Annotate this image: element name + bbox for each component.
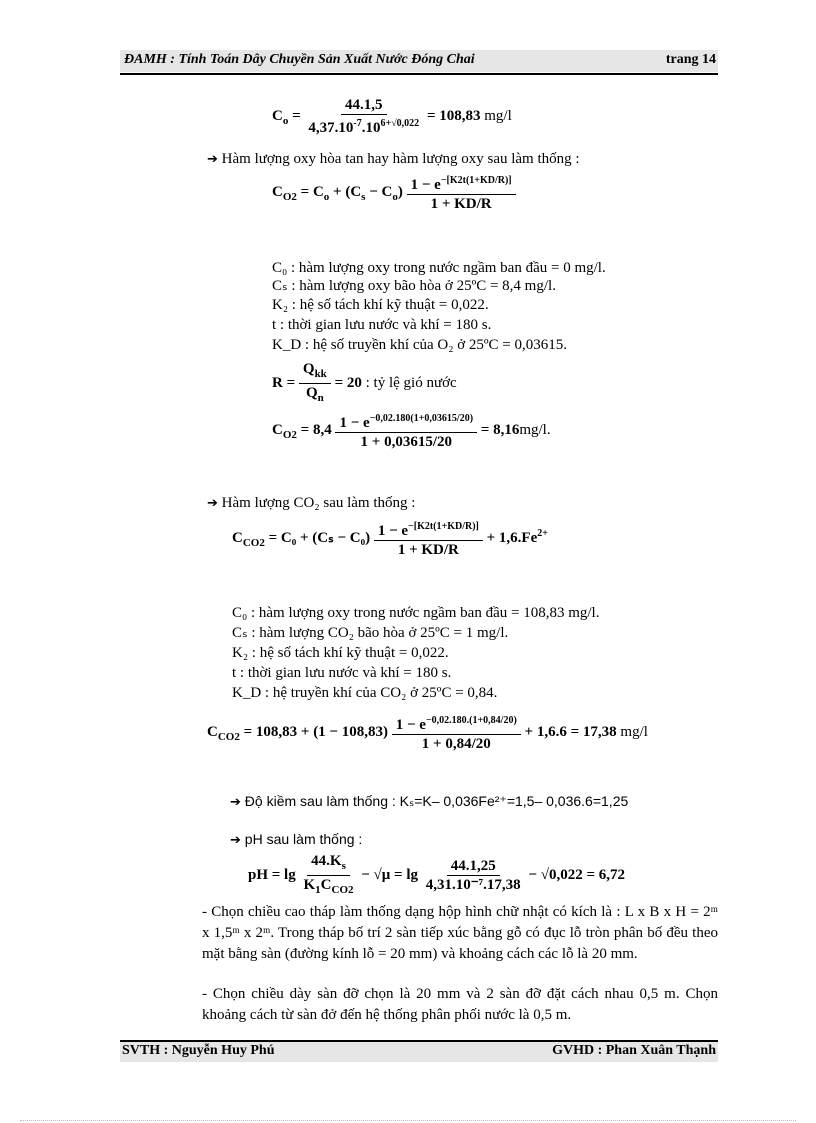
- student-name: SVTH : Nguyễn Huy Phú: [122, 1043, 275, 1058]
- ph-heading: ➔ pH sau làm thống :: [230, 831, 363, 848]
- oxy-heading: ➔ Hàm lượng oxy hòa tan hay hàm lượng oxy sau làm thống :: [207, 151, 580, 167]
- eq2-fraction: $\frac{1 - e^{-[K2t(1+KD/R)]}}{1 + KD/R}$: [407, 172, 516, 213]
- equation-c0: $C_o$ = $\frac{44.1,5}{4,37.10^{-7}.10^{6+√0,022}}$ = 108,83 mg/l: [272, 97, 512, 136]
- def1-3: t : thời gian lưu nước và khí = 180 s.: [272, 317, 492, 333]
- eq1-result: = 108,83: [426, 107, 481, 124]
- header-rule: [120, 73, 718, 75]
- eq1-denominator: $4,37.10^{-7}.10^{6+√0,022}$: [308, 118, 420, 136]
- def2-0: C₀ : hàm lượng oxy trong nước ngầm ban đầu = 108,83 mg/l.: [232, 605, 600, 621]
- def1-2: K₂ : hệ số tách khí kỹ thuật = 0,022.: [272, 297, 489, 313]
- equation-cco2: $C_{CO2} = C_0 + (C_s - C_0)$ $\frac{1 - e^{-[K2t(1+KD/R)]}}{1 + KD/R}$ + $1,6.Fe^{2+}$: [232, 518, 548, 559]
- equation-cco2-value: $C_{CO2} = 108,83 + (1 - 108,83)$ $\frac{1 - e^{-0,02.180.(1+0,84/20)}}{1 + 0,84/20}$ + 1,6.6 = 17,38 mg/l: [207, 712, 648, 753]
- eq1-lhs-sub: o: [282, 114, 289, 127]
- def1-1: Cₛ : hàm lượng oxy bão hòa ở 25ºC = 8,4 mg/l.: [272, 278, 556, 294]
- def2-2: K₂ : hệ số tách khí kỹ thuật = 0,022.: [232, 645, 449, 661]
- document-title: ĐAMH : Tính Toán Dây Chuyền Sản Xuất Nước Đóng Chai: [124, 52, 475, 67]
- arrow-icon: ➔: [230, 833, 241, 848]
- page-footer: [120, 1040, 718, 1062]
- arrow-icon: ➔: [207, 152, 218, 167]
- arrow-icon: ➔: [230, 795, 241, 810]
- def2-1: Cₛ : hàm lượng CO₂ bão hòa ở 25ºC = 1 mg/l.: [232, 625, 509, 641]
- equation-r: R = $\frac{Q_{kk}}{Q_n}$ = 20 : tỷ lệ gió nước: [272, 361, 457, 404]
- page-edge-divider: [20, 1120, 796, 1121]
- equation-co2-oxy: $C_{O2} = C_o + (C_s - C_o)$ $\frac{1 - e^{-[K2t(1+KD/R)]}}{1 + KD/R}$: [272, 172, 516, 213]
- advisor-name: GVHD : Phan Xuân Thạnh: [552, 1043, 716, 1058]
- equation-ph: pH = lg $\frac{44.K_s}{K_1C_{CO2}}$ − √μ = lg $\frac{44.1,25}{\text{4,31.10⁻⁷.17,38}}$ − √0,022 = 6,72: [248, 853, 625, 896]
- page-number: trang 14: [665, 52, 716, 67]
- eq1-numerator: 44.1,5: [341, 96, 387, 115]
- paragraph-tower-size: - Chọn chiều cao tháp làm thống dạng hộp hình chữ nhật có kích là : L x B x H = 2ᵐ x 1,5ᵐ x 2ᵐ. Trong tháp bố trí 2 sàn tiếp xúc bằng gỗ có đục lỗ tròn phân bố đều theo mặt bằng sàn (đường kính lỗ = 20 mm) và khoảng cách các lỗ là 20 mm.: [202, 904, 718, 962]
- alkalinity-line: ➔ Độ kiềm sau làm thống : Kₛ=K– 0,036Fe²⁺=1,5– 0,036.6=1,25: [230, 793, 629, 810]
- co2-heading: ➔ Hàm lượng CO₂ sau làm thống :: [207, 495, 416, 511]
- page-header: [120, 50, 718, 72]
- paragraph-floor-thickness: - Chọn chiều dày sàn đỡ chọn là 20 mm và 2 sàn đỡ đặt cách nhau 0,5 m. Chọn khoảng cách từ sàn đở đến hệ thống phân phối nước là 0,5 m.: [202, 986, 718, 1023]
- def2-4: K_D : hệ truyền khí của CO₂ ở 25ºC = 0,84.: [232, 685, 498, 701]
- eq1-fraction: [304, 96, 423, 137]
- def1-0: C₀ : hàm lượng oxy trong nước ngầm ban đầu = 0 mg/l.: [272, 260, 606, 276]
- eq1-unit: mg/l: [484, 107, 512, 124]
- def1-4: K_D : hệ số truyền khí của O₂ ở 25ºC = 0,03615.: [272, 337, 567, 353]
- equation-co2-value: $C_{O2} = 8,4$ $\frac{1 - e^{-0,02.180(1+0,03615/20)}}{1 + 0,03615/20}$ = 8,16mg/l.: [272, 410, 551, 451]
- def2-3: t : thời gian lưu nước và khí = 180 s.: [232, 665, 452, 681]
- arrow-icon: ➔: [207, 496, 218, 511]
- eq1-lhs: C: [272, 107, 283, 124]
